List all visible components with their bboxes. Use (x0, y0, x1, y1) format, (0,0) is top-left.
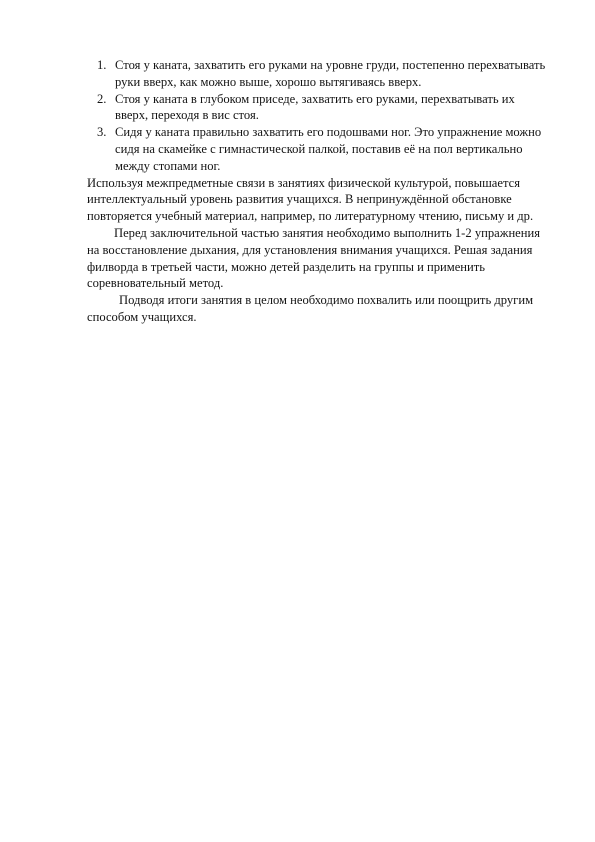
list-item-text: Стоя у каната, захватить его руками на уровне груди, постепенно перехватывать руки вверх, как можно выше, хорошо вытягиваясь вверх. (115, 58, 546, 89)
list-item (87, 124, 549, 174)
list-item-number: 1. (97, 58, 107, 72)
list-item (87, 91, 549, 125)
paragraph-breathing-exercises: Перед заключительной частью занятия необходимо выполнить 1-2 упражнения на восстановление дыхания, для установления внимания учащихся. Решая задания филворда в третьей части, можно детей разделить на группы и применить соревновательный метод. (87, 225, 541, 291)
list-item-number: 2. (97, 91, 107, 106)
paragraph-summary: Подводя итоги занятия в целом необходимо похвалить или поощрить другим способом учащихся. (87, 293, 534, 324)
list-item (87, 57, 549, 91)
list-item-text: Стоя у каната в глубоком приседе, захватить его руками, перехватывать их вверх, переходя в вис стоя. (115, 91, 515, 123)
list-item-text: Сидя у каната правильно захватить его подошвами ног. Это упражнение можно сидя на скамейке с гимнастической палкой, поставив её на пол вертикально между стопами ног. (115, 125, 542, 173)
document-body (87, 57, 549, 326)
paragraph-interdisciplinary: Используя межпредметные связи в занятиях физической культурой, повышается интеллектуальный уровень развития учащихся. В непринуждённой обстановке повторяется учебный материал, например, по литературному чтению, письму и др. (87, 175, 534, 224)
exercise-list (87, 57, 549, 175)
list-item-number: 3. (97, 125, 107, 140)
